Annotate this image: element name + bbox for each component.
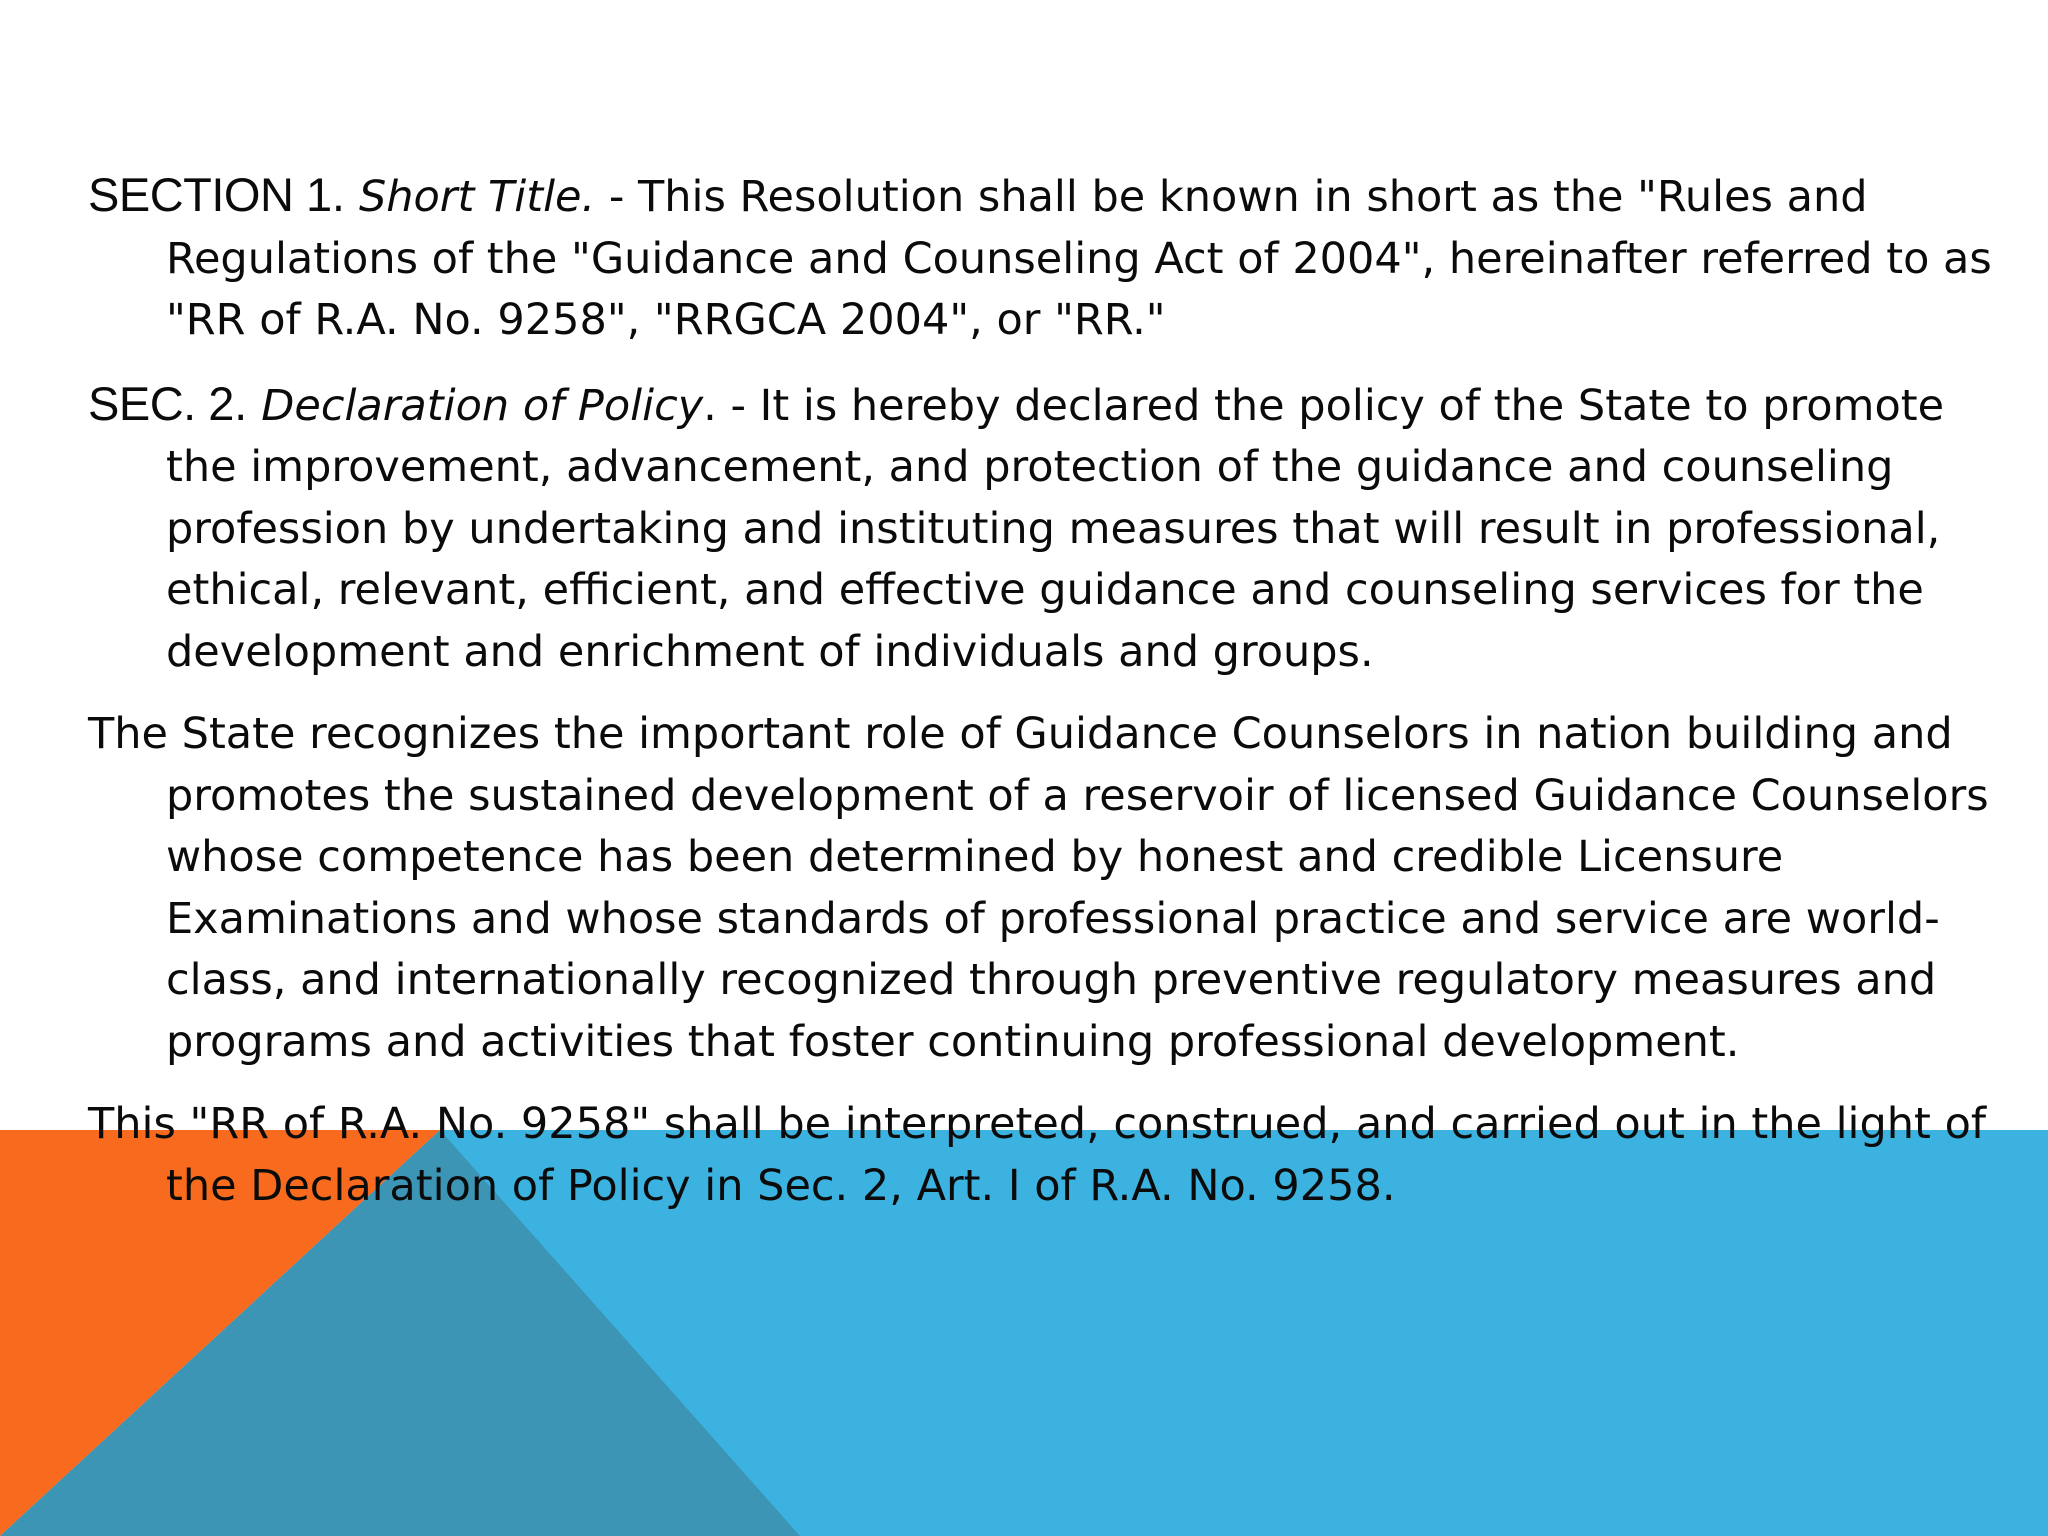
state-recognition-paragraph: The State recognizes the important role of Guidance Counselors in nation building and promotes the sustained development of a reservoir of licensed Guidance Counselors whose competence has been determined by honest and credible Licensure Examinations and whose standards of professional practice and service are world-class, and internationally recognized through preventive regulatory measures and programs and activities that foster continuing professional development. — [88, 709, 1989, 1067]
section-2-title: Declaration of Policy — [261, 380, 704, 431]
section-2-dot: . — [233, 380, 262, 431]
section-1-title: Short Title. — [358, 172, 596, 222]
section-1-dot: . — [331, 172, 359, 222]
section-2-paragraph — [88, 373, 2003, 684]
interpretation-paragraph: This "RR of R.A. No. 9258" shall be interpreted, construed, and carried out in the light of the Declaration of Policy in Sec. 2, Art. I of R.A. No. 9258. — [88, 1099, 1987, 1211]
section-2-label: SEC. 2 — [88, 376, 234, 430]
section-2-body: . - It is hereby declared the policy of the State to promote the improvement, advancement, and protection of the guidance and counseling profession by undertaking and instituting measures that will result in professional, ethical, relevant, efficient, and effective guidance and counseling services for the development and enrichment of individuals and groups. — [166, 380, 1945, 677]
section-1-label: SECTION 1 — [88, 168, 332, 221]
document-body — [88, 164, 2003, 1238]
section-1-body: - This Resolution shall be known in short as the "Rules and Regulations of the "Guidance and Counseling Act of 2004", hereinafter referred to as "RR of R.A. No. 9258", "RRGCA 2004", or "RR." — [166, 172, 1992, 345]
section-1-paragraph — [88, 164, 2003, 352]
